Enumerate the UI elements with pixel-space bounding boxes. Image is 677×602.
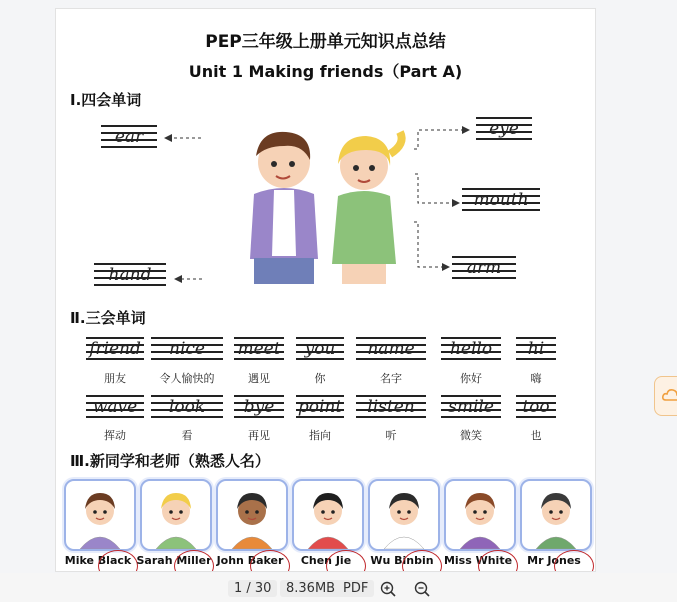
zoom-in-icon[interactable] [380,581,396,597]
person-card [216,479,288,551]
person-name: John Baker [216,554,284,567]
person-avatar [142,481,210,549]
format-badge: PDF [337,580,374,597]
word-meaning: 你好 [460,372,482,385]
word-eye: eye [476,115,532,143]
person-avatar [66,481,134,549]
word-meaning: 也 [530,429,542,442]
word-meaning: 再见 [248,429,270,442]
three-skill-word: nice [151,335,223,363]
word-meaning: 嗨 [530,372,542,385]
word-meaning: 令人愉快的 [159,372,215,385]
word-meaning: 名字 [380,372,402,385]
viewer-toolbar [0,573,677,602]
cloud-icon [662,387,677,403]
three-skill-word: point [297,397,343,417]
person-card [520,479,592,551]
word-hand: hand [94,261,166,289]
side-float-button[interactable] [654,376,677,416]
three-skill-word: look [151,393,223,421]
word-meaning: 你 [314,372,326,385]
word-mouth: mouth [462,186,540,214]
word-meaning: 遇见 [248,372,270,385]
zoom-out-icon[interactable] [414,581,430,597]
person-name: Wu Binbin [370,554,434,567]
three-skill-word: name [356,335,426,363]
document-page [55,8,596,572]
three-skill-word: smile [441,393,501,421]
person-card [444,479,516,551]
page-indicator[interactable]: 1 / 30 [228,580,277,597]
word-meaning: 听 [385,429,397,442]
person-name: Mike Black [64,554,132,567]
section2-heading: Ⅱ.三会单词 [70,309,146,327]
three-skill-word: friend [86,335,144,363]
person-card [292,479,364,551]
person-name: Sarah Miller [136,554,212,567]
person-card [140,479,212,551]
section1-heading: Ⅰ.四会单词 [70,91,142,109]
word-ear: ear [101,123,157,151]
person-avatar [522,481,590,549]
three-skill-word: listen [356,393,426,421]
person-card [368,479,440,551]
word-arm: arm [452,254,516,282]
word-meaning: 挥动 [104,429,126,442]
document-subtitle: Unit 1 Making friends（Part A) [188,62,463,81]
person-name: Chen Jie [300,554,352,567]
word-meaning: 微笑 [460,429,482,442]
document-title: PEP三年级上册单元知识点总结 [205,32,446,52]
three-skill-word: too [516,393,556,421]
three-skill-word: hello [441,335,501,363]
person-card [64,479,136,551]
person-avatar [218,481,286,549]
person-name: Mr Jones [527,554,581,567]
person-name: Miss White [443,554,513,567]
three-skill-word: wave [86,393,144,421]
three-skill-word: hi [516,335,556,363]
three-skill-word: bye [234,393,284,421]
person-avatar [446,481,514,549]
file-size: 8.36MB [280,580,341,597]
kids-illustration [204,124,414,284]
person-avatar [370,481,438,549]
section3-heading: Ⅲ.新同学和老师（熟悉人名） [70,452,270,470]
word-meaning: 指向 [309,429,331,442]
word-meaning: 看 [181,429,193,442]
three-skill-word: meet [234,335,284,363]
three-skill-word: you [296,335,344,363]
word-meaning: 朋友 [104,372,126,385]
person-avatar [294,481,362,549]
